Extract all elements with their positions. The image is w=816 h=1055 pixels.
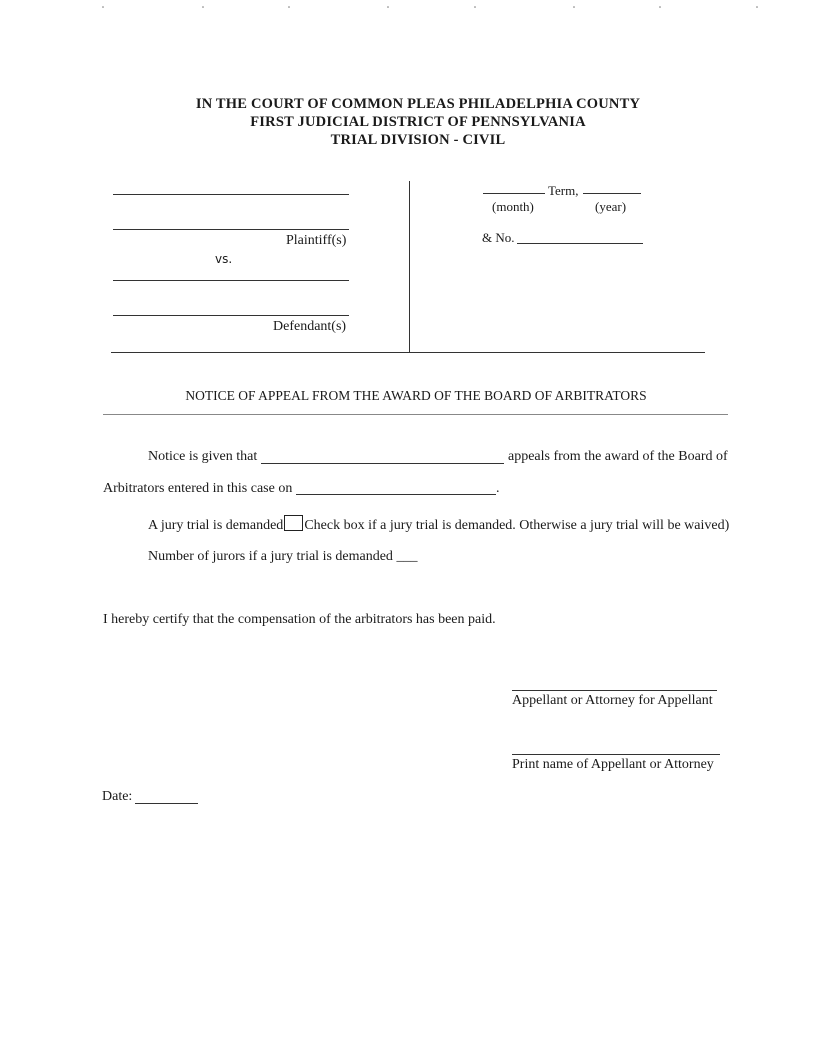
case-number-label: & No. — [482, 230, 515, 245]
caption-bottom-rule — [111, 352, 705, 353]
print-name-label: Print name of Appellant or Attorney — [512, 757, 714, 772]
appellant-signature-label: Appellant or Attorney for Appellant — [512, 693, 713, 708]
appellant-name-blank[interactable] — [261, 463, 504, 464]
jurors-line — [148, 549, 417, 565]
jurors-label: Number of jurors if a jury trial is demanded — [148, 549, 393, 564]
appellant-signature-line[interactable] — [512, 690, 717, 691]
title-rule — [103, 414, 728, 415]
plaintiff-line-2[interactable] — [113, 229, 349, 230]
court-name: IN THE COURT OF COMMON PLEAS PHILADELPHIA COUNTY — [195, 96, 641, 112]
award-date-blank[interactable] — [296, 494, 496, 495]
case-number-line[interactable] — [517, 243, 643, 244]
date-blank[interactable] — [135, 803, 198, 804]
term-month-line[interactable] — [483, 193, 545, 194]
jury-trial-line — [148, 515, 729, 534]
print-name-line[interactable] — [512, 754, 720, 755]
entered-suffix: . — [496, 481, 500, 496]
year-label: (year) — [595, 199, 627, 214]
entered-prefix: Arbitrators entered in this case on — [103, 481, 293, 496]
jury-suffix: Check box if a jury trial is demanded. Otherwise a jury trial will be waived) — [304, 518, 730, 533]
caption-divider — [409, 181, 410, 353]
jury-trial-checkbox[interactable] — [284, 515, 303, 531]
judicial-district: FIRST JUDICIAL DISTRICT OF PENNSYLVANIA — [250, 114, 586, 130]
plaintiff-line-1[interactable] — [113, 194, 349, 195]
term-label: Term, — [548, 183, 579, 198]
trial-division: TRIAL DIVISION - CIVIL — [330, 132, 506, 148]
term-year-line[interactable] — [583, 193, 641, 194]
defendant-label: Defendant(s) — [273, 319, 347, 334]
defendant-line-2[interactable] — [113, 315, 349, 316]
defendant-line-1[interactable] — [113, 280, 349, 281]
jurors-blank[interactable]: ___ — [396, 549, 418, 564]
notice-given-prefix: Notice is given that — [148, 449, 258, 464]
jury-prefix: A jury trial is demanded — [148, 518, 284, 533]
certification-text: I hereby certify that the compensation of the arbitrators has been paid. — [103, 612, 496, 627]
plaintiff-label: Plaintiff(s) — [286, 233, 347, 248]
date-label: Date: — [102, 789, 133, 804]
versus-label: vs. — [215, 252, 233, 266]
scan-edge-marks — [0, 4, 816, 10]
notice-given-suffix: appeals from the award of the Board of — [508, 449, 728, 464]
notice-title: NOTICE OF APPEAL FROM THE AWARD OF THE BOARD OF ARBITRATORS — [185, 388, 647, 403]
month-label: (month) — [492, 199, 534, 214]
